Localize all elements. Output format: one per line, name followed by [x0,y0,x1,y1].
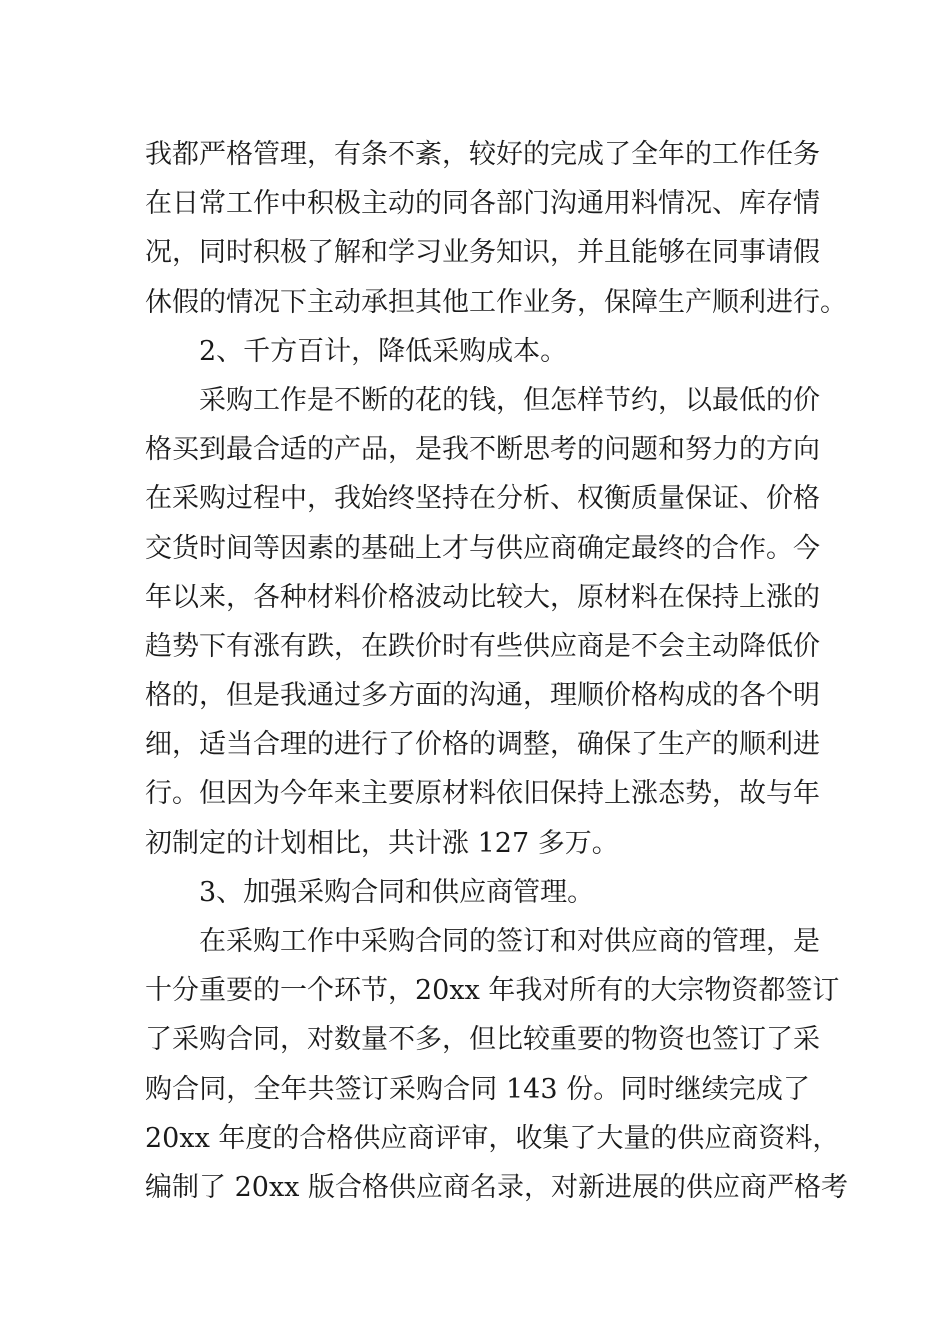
text-line: 况，同时积极了解和学习业务知识，并且能够在同事请假 [145,237,820,269]
text-line: 编制了 20xx 版合格供应商名录，对新进展的供应商严格考 [145,1171,848,1203]
text-line: 采购工作是不断的花的钱，但怎样节约，以最低的价 [199,384,820,416]
text-line: 在采购工作中采购合同的签订和对供应商的管理，是 [199,926,820,957]
text-line: 细，适当合理的进行了价格的调整，确保了生产的顺利进 [145,729,820,761]
text-line: 格的，但是我通过多方面的沟通，理顺价格构成的各个明 [145,680,820,712]
text-line: 初制定的计划相比，共计涨 127 多万。 [145,827,619,859]
text-line: 十分重要的一个环节，20xx 年我对所有的大宗物资都签订 [145,975,840,1007]
text-line: 行。但因为今年来主要原材料依旧保持上涨态势，故与年 [145,778,820,810]
text-line: 在采购过程中，我始终坚持在分析、权衡质量保证、价格 [145,483,820,515]
text-line: 在日常工作中积极主动的同各部门沟通用料情况、库存情 [145,188,820,220]
text-line: 2、千方百计，降低采购成本。 [199,335,568,367]
text-line: 趋势下有涨有跌，在跌价时有些供应商是不会主动降低价 [145,630,820,662]
text-line: 购合同，全年共签订采购合同 143 份。同时继续完成了 [145,1073,810,1105]
body-text [145,130,848,1212]
text-line: 年以来，各种材料价格波动比较大，原材料在保持上涨的 [145,581,820,613]
text-line: 我都严格管理，有条不紊，较好的完成了全年的工作任务 [145,139,820,170]
text-line: 格买到最合适的产品，是我不断思考的问题和努力的方向 [145,434,820,466]
text-line: 3、加强采购合同和供应商管理。 [199,876,595,908]
text-line: 了采购合同，对数量不多，但比较重要的物资也签订了采 [145,1024,820,1056]
text-line: 20xx 年度的合格供应商评审，收集了大量的供应商资料， [145,1122,840,1154]
text-line: 交货时间等因素的基础上才与供应商确定最终的合作。今 [145,532,820,564]
text-line: 休假的情况下主动承担其他工作业务，保障生产顺利进行。 [145,286,847,318]
